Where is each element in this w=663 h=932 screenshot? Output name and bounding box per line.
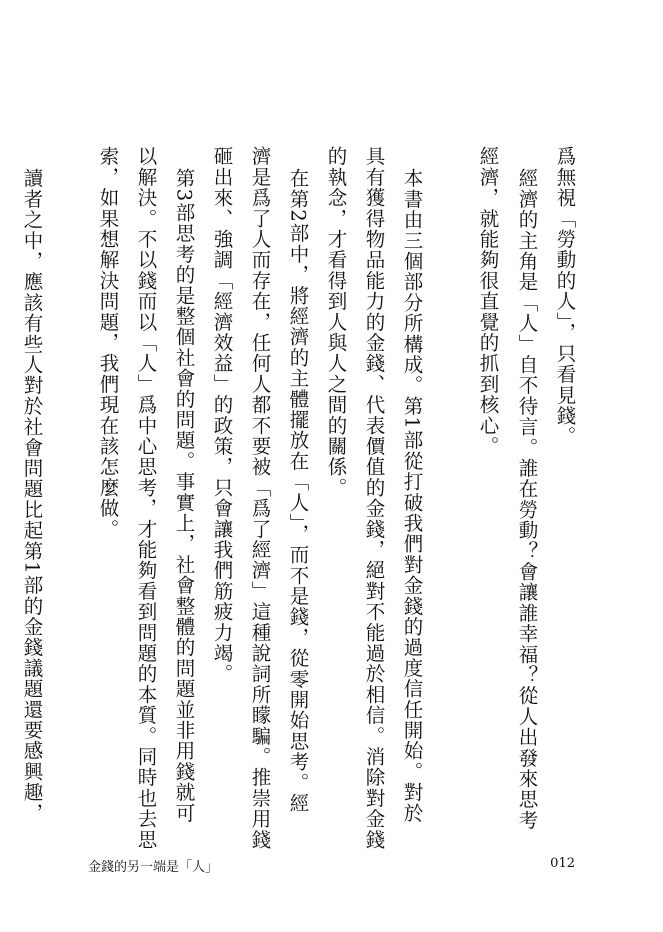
page-number: 012 — [550, 856, 575, 871]
text-column: 索，如果想解決問題，我們現在該怎麼做。 — [96, 146, 120, 540]
text-column: 經濟，就能夠很直覺的抓到核心。 — [476, 146, 500, 457]
text-column: 濟是爲了人而存在，任何人都不要被「爲了經濟」這種說詞所矇騙。推崇用錢 — [248, 146, 272, 850]
text-column: 第3部思考的是整個社會的問題。事實上，社會整體的問題並非用錢就可 — [172, 168, 196, 824]
text-column: 讀者之中，應該有些人對於社會問題比起第1部的金錢議題還要感興趣， — [20, 168, 44, 824]
text-column: 經濟的主角是「人」自不待言。誰在勞動？會讓誰幸福？從人出發來思考 — [515, 168, 539, 831]
text-column: 砸出來、強調「經濟效益」的政策，只會讓我們筋疲力竭。 — [210, 146, 234, 685]
text-column: 爲無視「勞動的人」，只看見錢。 — [553, 146, 577, 447]
text-column: 本書由三個部分所構成。第1部從打破我們對金錢的過度信任開始。對於 — [400, 168, 424, 824]
text-column: 的執念，才看得到人與人之間的關係。 — [324, 146, 348, 498]
text-column: 在第2部中，將經濟的主體擺放在「人」，而不是錢，從零開始思考。經 — [286, 168, 310, 814]
text-column: 以解決。不以錢而以「人」爲中心思考，才能夠看到問題的本質。同時也去思 — [134, 146, 158, 850]
running-title: 金錢的另一端是「人」 — [88, 860, 219, 875]
text-column: 具有獲得物品能力的金錢、代表價值的金錢，絕對不能過於相信。消除對金錢 — [362, 146, 386, 850]
